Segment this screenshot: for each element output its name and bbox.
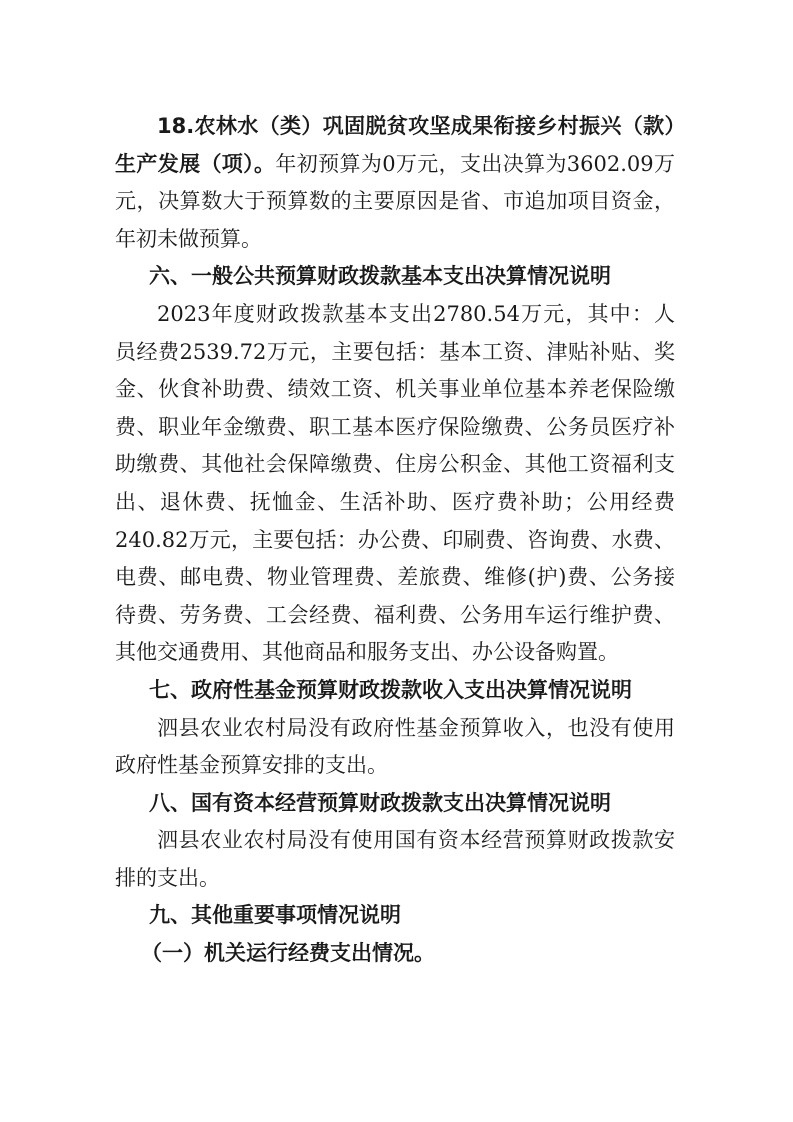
item-18-title: 18.农林水（类）巩固脱贫攻坚成果衔接乡村振兴（款）生产发展（项）。	[115, 114, 675, 176]
section-7-body: 泗县农业农村局没有政府性基金预算收入，也没有使用政府性基金预算安排的支出。	[115, 715, 675, 778]
section-6-body: 2023年度财政拨款基本支出2780.54万元，其中：人员经费2539.72万元，主要包括：基本工资、津贴补贴、奖金、伙食补助费、绩效工资、机关事业单位基本养老保险缴费、职业年金缴费、职工基本医疗保险缴费、公务员医疗补助缴费、其他社会保障缴费、住房公积金、其他工资福利支出、退休费、抚恤金、生活补助、医疗费补助；公用经费240.82万元，主要包括：办公费、印刷费、咨询费、水费、电费、邮电费、物业管理费、差旅费、维修(护)费、公务接待费、劳务费、工会经费、福利费、公务用车运行维护费、其他交通费用、其他商品和服务支出、办公设备购置。	[115, 301, 675, 665]
section-8-body: 泗县农业农村局没有使用国有资本经营预算财政拨款安排的支出。	[115, 828, 675, 890]
section-6-heading: 六、一般公共预算财政拨款基本支出决算情况说明	[149, 264, 611, 289]
document-page	[115, 108, 675, 973]
item-18-paragraph	[115, 108, 675, 258]
section-7-heading: 七、政府性基金预算财政拨款收入支出决算情况说明	[149, 677, 632, 702]
section-9-heading: 九、其他重要事项情况说明	[149, 903, 401, 928]
section-8-heading: 八、国有资本经营预算财政拨款支出决算情况说明	[149, 790, 611, 815]
section-9-sub-1: （一）机关运行经费支出情况。	[141, 941, 435, 966]
item-18-body: 年初预算为0万元，支出决算为3602.09万元，决算数大于预算数的主要原因是省、市追加项目资金，年初未做预算。	[115, 151, 676, 251]
